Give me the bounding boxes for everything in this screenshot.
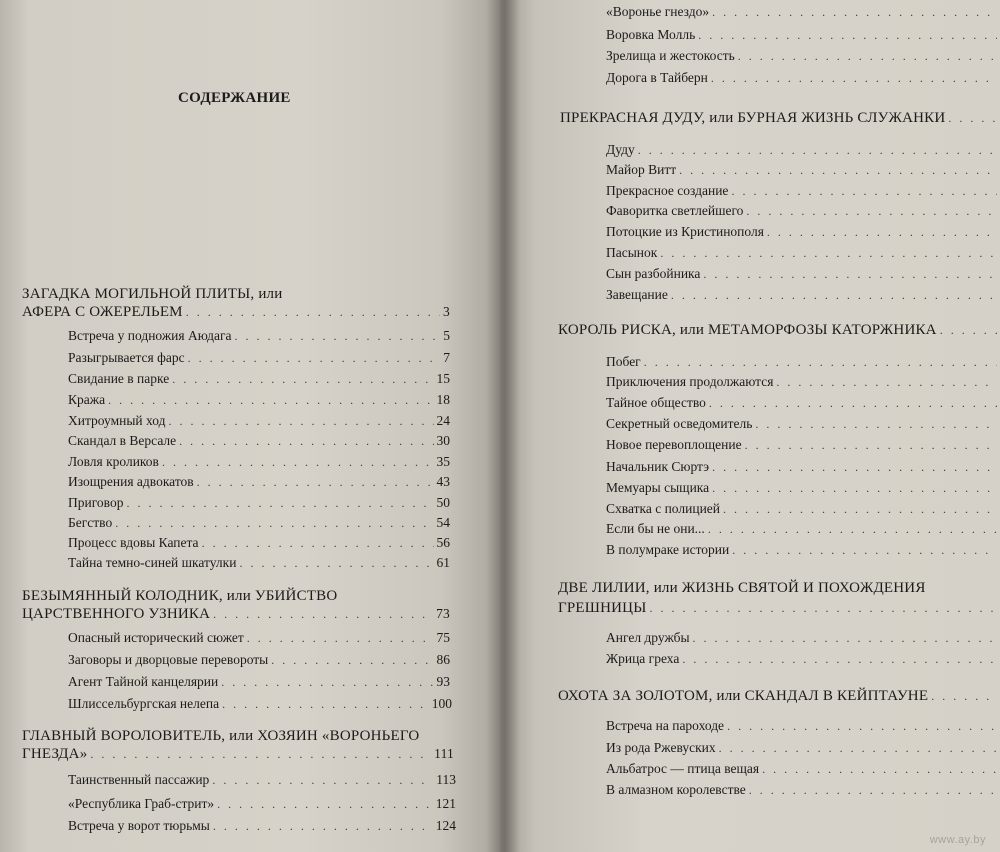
toc-entry: Новое перевоплощение . . . xyxy=(606,437,1000,455)
toc-title: СОДЕРЖАНИЕ xyxy=(178,90,291,106)
toc-entry: Хитроумный ход . . . 24 xyxy=(68,413,450,431)
section-title-line xyxy=(22,606,450,623)
toc-entry: Процесс вдовы Капета . . . 56 xyxy=(68,535,450,553)
toc-entry: В полумраке истории . . . xyxy=(606,542,1000,560)
toc-entry: В алмазном королевстве . . . xyxy=(606,782,1000,800)
section-title-line xyxy=(558,322,1000,339)
toc-entry: Майор Витт . . . xyxy=(606,162,1000,180)
toc-entry: Жрица греха . . . xyxy=(606,651,1000,669)
toc-entry: Агент Тайной канцелярии . . . 93 xyxy=(68,674,450,692)
toc-entry: Приговор . . . 50 xyxy=(68,495,450,513)
toc-entry: Разыгрывается фарс . . . 7 xyxy=(68,350,450,368)
toc-entry: Ловля кроликов . . . 35 xyxy=(68,454,450,472)
section-title-line xyxy=(558,688,1000,705)
toc-entry: Сын разбойника . . . xyxy=(606,266,1000,284)
toc-entry: Потоцкие из Кристинополя . . . xyxy=(606,224,1000,242)
toc-entry: Тайное общество . . . xyxy=(606,395,1000,413)
toc-entry: Пасынок . . . xyxy=(606,245,1000,263)
toc-entry: Мемуары сыщика . . . xyxy=(606,480,1000,498)
toc-entry: Изощрения адвокатов . . . 43 xyxy=(68,474,450,492)
toc-entry: Шлиссельбургская нелепа . . . 100 xyxy=(68,696,452,714)
section-title-text: ГНЕЗДА» xyxy=(22,746,88,762)
toc-entry: «Республика Граб-стрит» . . . 121 xyxy=(68,796,456,814)
toc-entry: Дорога в Тайберн . . . xyxy=(606,70,1000,88)
toc-entry: «Воронье гнездо» . . . xyxy=(606,4,1000,22)
toc-entry: Ангел дружбы . . . xyxy=(606,630,1000,648)
book-gutter xyxy=(486,0,520,852)
toc-entry: Зрелища и жестокость . . . xyxy=(606,48,1000,66)
page-number: 3 xyxy=(443,304,450,319)
page-number: 111 xyxy=(434,746,454,761)
section-title-text: КОРОЛЬ РИСКА, или МЕТАМОРФОЗЫ КАТОРЖНИКА xyxy=(558,322,937,338)
toc-entry: Кража . . . 18 xyxy=(68,392,450,410)
toc-entry: Альбатрос — птица вещая . . . xyxy=(606,761,1000,779)
toc-entry: Прекрасное создание . . . xyxy=(606,183,1000,201)
toc-entry: Встреча у подножия Аюдага . . . 5 xyxy=(68,328,450,346)
toc-entry: Начальник Сюртэ . . . xyxy=(606,459,1000,477)
toc-entry: Заговоры и дворцовые перевороты . . . 86 xyxy=(68,652,450,670)
section-title-line xyxy=(22,304,450,321)
toc-entry: Встреча у ворот тюрьмы . . . 124 xyxy=(68,818,456,836)
toc-entry: Схватка с полицией . . . xyxy=(606,501,1000,519)
toc-entry: Тайна темно-синей шкатулки . . . 61 xyxy=(68,555,450,573)
section-title-line xyxy=(558,600,1000,617)
watermark: www.ay.by xyxy=(929,834,986,846)
right-page xyxy=(500,0,1000,852)
toc-entry: Скандал в Версале . . . 30 xyxy=(68,433,450,451)
section-title-text: АФЕРА С ОЖЕРЕЛЬЕМ xyxy=(22,304,183,320)
section-title-line: ДВЕ ЛИЛИИ, или ЖИЗНЬ СВЯТОЙ И ПОХОЖДЕНИЯ xyxy=(558,580,926,596)
section-title-text: ЦАРСТВЕННОГО УЗНИКА xyxy=(22,606,211,622)
toc-entry: Таинственный пассажир . . . 113 xyxy=(68,772,456,790)
toc-entry: Свидание в парке . . . 15 xyxy=(68,371,450,389)
toc-entry: Воровка Молль . . . xyxy=(606,27,1000,45)
section-title-line xyxy=(560,110,1000,127)
toc-entry: Побег . . . xyxy=(606,354,1000,372)
section-title-line: ЗАГАДКА МОГИЛЬНОЙ ПЛИТЫ, или xyxy=(22,286,283,302)
toc-entry: Завещание . . . xyxy=(606,287,1000,305)
toc-entry: Встреча на пароходе . . . xyxy=(606,718,1000,736)
toc-entry: Бегство . . . 54 xyxy=(68,515,450,533)
section-title-line: БЕЗЫМЯННЫЙ КОЛОДНИК, или УБИЙСТВО xyxy=(22,588,338,604)
page-number: 73 xyxy=(436,606,450,621)
section-title-line: ГЛАВНЫЙ ВОРОЛОВИТЕЛЬ, или ХОЗЯИН «ВОРОНЬЕГО xyxy=(22,728,420,744)
toc-entry: Приключения продолжаются . . . xyxy=(606,374,1000,392)
toc-entry: Если бы не они... . . . xyxy=(606,521,1000,539)
toc-entry: Секретный осведомитель . . . xyxy=(606,416,1000,434)
section-title-text: ОХОТА ЗА ЗОЛОТОМ, или СКАНДАЛ В КЕЙПТАУНЕ xyxy=(558,688,929,704)
toc-entry: Опасный исторический сюжет . . . 75 xyxy=(68,630,450,648)
toc-entry: Фаворитка светлейшего . . . xyxy=(606,203,1000,221)
section-title-text: ГРЕШНИЦЫ xyxy=(558,600,647,616)
section-title-line xyxy=(22,746,454,763)
toc-entry: Из рода Ржевуских . . . xyxy=(606,740,1000,758)
section-title-text: ПРЕКРАСНАЯ ДУДУ, или БУРНАЯ ЖИЗНЬ СЛУЖАНКИ xyxy=(560,110,946,126)
toc-entry: Дуду . . . xyxy=(606,142,1000,160)
